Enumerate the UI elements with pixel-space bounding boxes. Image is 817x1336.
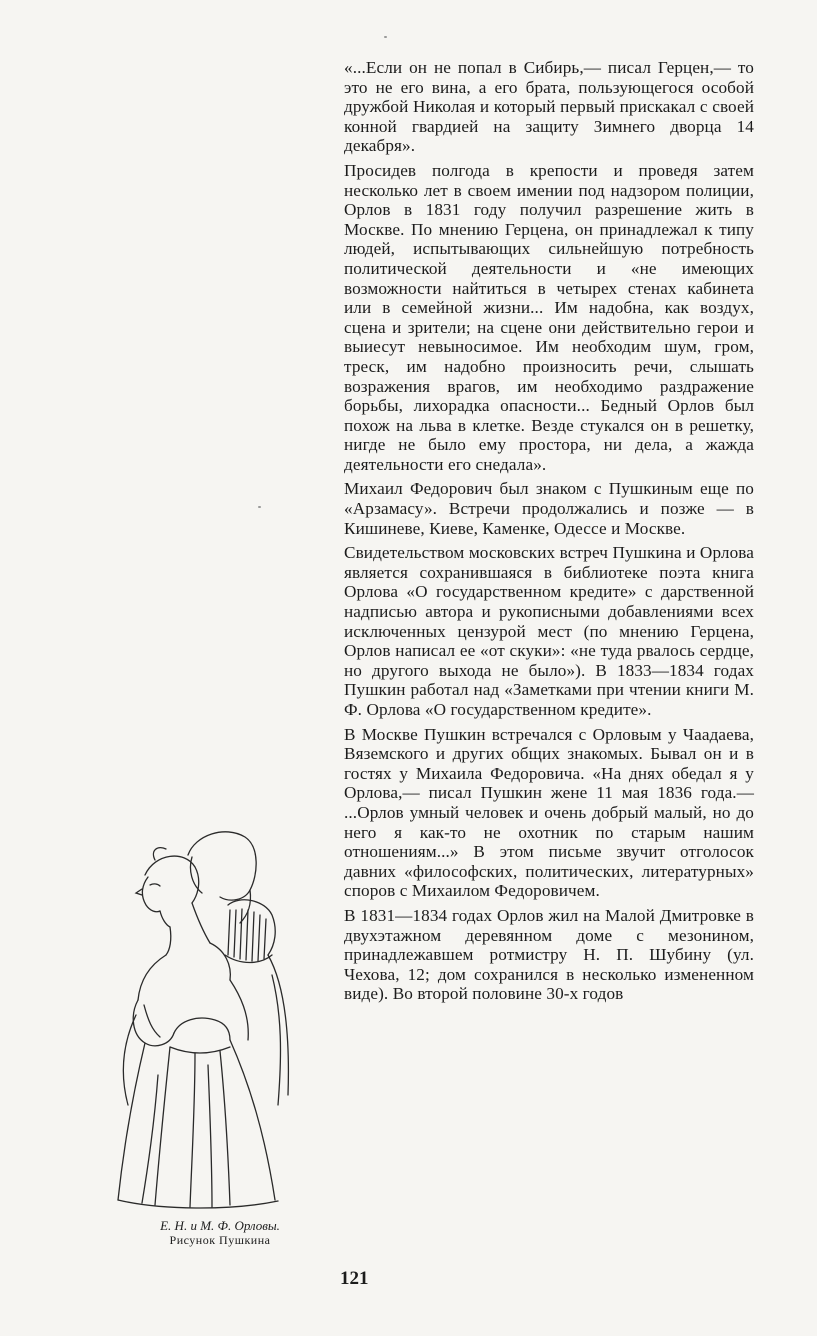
paragraph-5: В Москве Пушкин встречался с Орловым у Чаадаева, Вяземского и других общих знакомых. Бывал он и в гостях у Михаила Федоровича. «На днях обедал я у Орлова,— писал Пушкин жене 11 мая 1836 года.— ...Орлов умный человек и очень добрый малый, но до него я как-то не охотник по старым нашим отношениям...» В этом письме звучит отголосок давних «философских, политических, литературных» споров с Михаилом Федоровичем. bbox=[344, 724, 754, 901]
paragraph-4: Свидетельством московских встреч Пушкина и Орлова является сохранившаяся в библиотеке поэта книга Орлова «О государственном кредите» с дарственной надписью автора и рукописными добавлениями всех исключенных цензурой мест (по мнению Герцена, Орлов написал ее «от скуки»: «не туда рвалось сердце, но другого выхода не было»). В 1833—1834 годах Пушкин работал над «Заметками при чтении книги М. Ф. Орлова «О государственном кредите». bbox=[344, 543, 754, 719]
pushkin-drawing-illustration bbox=[100, 815, 330, 1215]
caption-title: Е. Н. и М. Ф. Орловы. bbox=[160, 1218, 280, 1233]
print-speck bbox=[384, 36, 387, 38]
page-number: 121 bbox=[340, 1268, 369, 1289]
text-column bbox=[344, 58, 754, 1009]
paragraph-3: Михаил Федорович был знаком с Пушкиным еще по «Арзамасу». Встречи продолжались и позже — в Кишиневе, Киеве, Каменке, Одессе и Москве. bbox=[344, 479, 754, 538]
paragraph-2: Просидев полгода в крепости и проведя затем несколько лет в своем имении под надзором полиции, Орлов в 1831 году получил разрешение жить в Москве. По мнению Герцена, он принадлежал к типу людей, испытывающих сильнейшую потребность политической деятельности и «не имеющих возможности найтиться в четырех стенах кабинета или в семейной жизни... Им надобна, как воздух, сцена и зрители; на сцене они действительно герои и выиесут невыносимое. Им необходим шум, гром, треск, им надобно произносить речи, слышать возражения врагов, им необходимо раздражение борьбы, лихорадка опасности... Бедный Орлов был похож на льва в клетке. Везде стукался он в решетку, нигде не было ему простора, ни дела, а жажда деятельности его снедала». bbox=[344, 160, 754, 474]
caption-credit: Рисунок Пушкина bbox=[169, 1233, 271, 1247]
paragraph-6: В 1831—1834 годах Орлов жил на Малой Дмитровке в двухэтажном деревянном доме с мезонином, принадлежавшем ротмистру Н. П. Шубину (ул. Чехова, 12; дом сохранился в несколько измененном виде). Во второй половине 30-х годов bbox=[344, 905, 754, 1004]
paragraph-1: «...Если он не попал в Сибирь,— писал Герцен,— то это не его вина, а его брата, пользующегося особой дружбой Николая и который первый прискакал с своей конной гвардией на защиту Зимнего дворца 14 декабря». bbox=[344, 58, 754, 156]
print-speck bbox=[258, 506, 261, 508]
illustration-caption bbox=[110, 1218, 330, 1248]
